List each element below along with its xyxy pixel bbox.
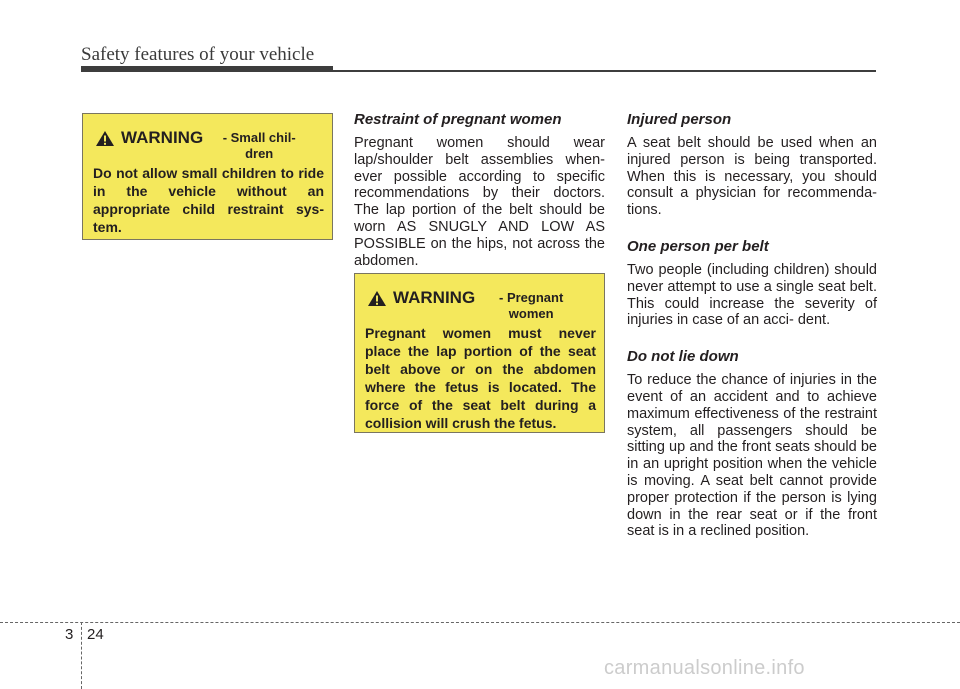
section-heading-one-person-per-belt: One person per belt	[627, 237, 769, 255]
warning-triangle-icon	[367, 290, 387, 307]
warning-box-small-children	[82, 113, 333, 240]
column-middle	[354, 111, 605, 269]
footer-dashed-rule	[0, 622, 960, 623]
warning-triangle-icon	[95, 130, 115, 147]
warning-header	[95, 128, 324, 162]
warning-header	[367, 288, 596, 322]
section-body-pregnant-women: Pregnant women should wear lap/shoulder belt assemblies when- ever possible according to specific recommendations by their doctors. The lap portion of the belt should be worn AS SNUGLY AND LOW AS POSSIBLE on the hips, not across the abdomen.	[354, 135, 605, 269]
footer-vertical-dashed-rule	[81, 622, 82, 689]
section-heading-pregnant-women: Restraint of pregnant women	[354, 111, 562, 128]
page-number: 24	[87, 626, 104, 643]
watermark: carmanualsonline.info	[604, 657, 805, 679]
warning-body: Do not allow small children to ride in the vehicle without an appropriate child restraint sys- tem.	[93, 165, 324, 235]
page-header-title: Safety features of your vehicle	[81, 44, 315, 65]
section-heading-do-not-lie-down: Do not lie down	[627, 348, 739, 366]
warning-subtitle: - Pregnant women	[499, 290, 564, 321]
header-rule-thin	[333, 70, 876, 72]
section-body-do-not-lie-down: To reduce the chance of injuries in the event of an accident and to achieve maximum effectiveness of the restraint system, all passengers should be sitting up and the front seats should be in an upright position when the vehicle is moving. A seat belt cannot provide proper protection if the person is lying down in the rear seat or if the front seat is in a reclined position.	[627, 372, 877, 540]
header-rule-thick	[81, 66, 333, 72]
warning-box-pregnant-women	[354, 273, 605, 433]
section-heading-injured-person: Injured person	[627, 111, 732, 128]
warning-body: Pregnant women must never place the lap portion of the seat belt above or on the abdomen where the fetus is located. The force of the seat belt during a collision will crush the fetus.	[365, 325, 596, 431]
warning-label: WARNING	[121, 128, 204, 147]
warning-label: WARNING	[393, 288, 476, 307]
section-body-one-person-per-belt: Two people (including children) should never attempt to use a single seat belt. This could increase the severity of injuries in case of an acci- dent.	[627, 261, 877, 329]
section-body-injured-person: A seat belt should be used when an injured person is being transported. When this is necessary, you should consult a physician for recommenda- tions.	[627, 135, 877, 219]
column-right	[627, 111, 877, 540]
warning-subtitle: - Small chil- dren	[222, 130, 296, 161]
chapter-number: 3	[65, 626, 74, 643]
